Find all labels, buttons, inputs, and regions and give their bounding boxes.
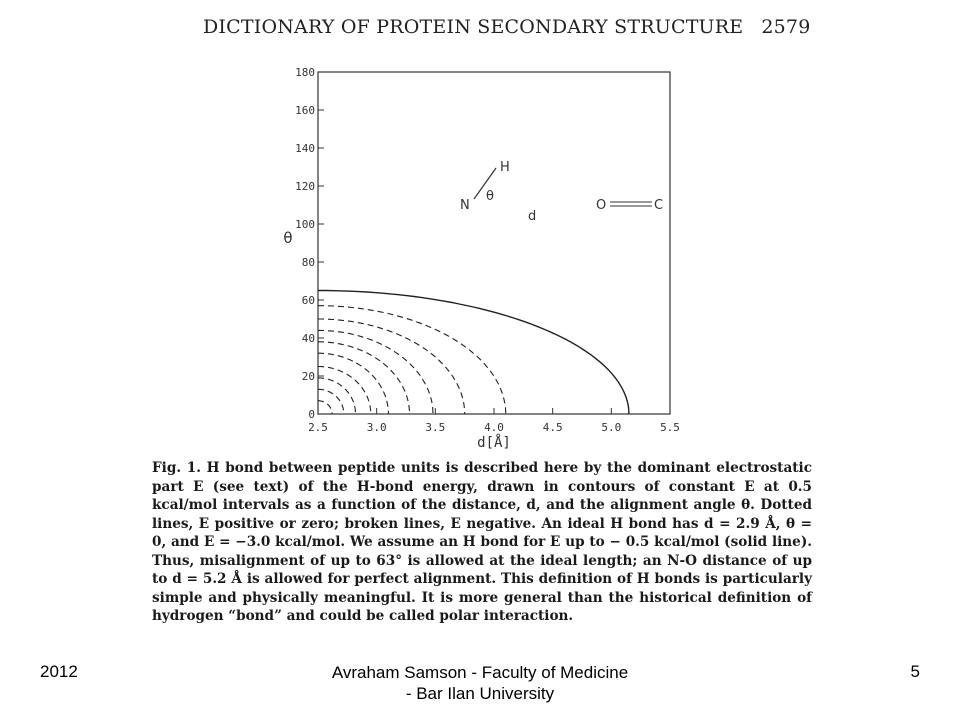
inset-label-h: H <box>500 160 510 175</box>
plot-ticks <box>283 66 680 451</box>
y-tick-label: 160 <box>295 104 315 117</box>
journal-title: DICTIONARY OF PROTEIN SECONDARY STRUCTURE <box>203 16 744 38</box>
contour-lines <box>318 291 629 415</box>
figure-caption: Fig. 1. H bond between peptide units is described here by the dominant electrostatic part E (see text) of the H-bond energy, drawn in contours of constant E at 0.5 kcal/mol intervals as a function of the distance, d, and the alignment angle θ. Dotted lines, E positive or zero; broken lines, E negative. An ideal H bond has d = 2.9 Å, θ = 0, and E = −3.0 kcal/mol. We assume an H bond for E up to − 0.5 kcal/mol (solid line). Thus, misalignment of up to 63° is allowed at the ideal length; an N-O distance of up to d = 5.2 Å is allowed for perfect alignment. This definition of H bonds is particularly simple and physically meaningful. It is more general than the historical definition of hydrogen “bond” and could be called polar interaction. <box>152 460 812 624</box>
plot-axes <box>318 72 670 414</box>
x-tick-label: 4.5 <box>542 421 563 434</box>
page-number: 2579 <box>761 16 811 38</box>
y-tick-label: 140 <box>295 142 315 155</box>
y-tick-label: 20 <box>301 370 315 383</box>
contour-dashed-7 <box>318 378 356 414</box>
inset-label-n: N <box>460 198 470 213</box>
y-tick-label: 0 <box>308 408 315 421</box>
inset-label-o: O <box>596 198 607 213</box>
contour-solid-0 <box>318 291 629 415</box>
x-tick-label: 3.5 <box>425 421 446 434</box>
contour-dashed-2 <box>318 319 465 414</box>
inset-label-theta: θ <box>486 189 494 204</box>
slide-number: 5 <box>910 662 920 681</box>
contour-dashed-6 <box>318 367 371 415</box>
footer-credit: Avraham Samson - Faculty of Medicine - Bar Ilan University <box>331 663 629 703</box>
x-tick-label: 5.5 <box>660 421 680 434</box>
bond-geometry-inset <box>460 160 663 224</box>
plot-frame <box>318 72 670 414</box>
footer-year: 2012 <box>40 662 78 681</box>
contour-dashed-9 <box>318 401 332 414</box>
y-tick-label: 60 <box>301 294 315 307</box>
y-tick-label: 80 <box>301 256 315 269</box>
y-tick-label: 40 <box>301 332 315 345</box>
y-tick-label: 100 <box>295 218 315 231</box>
y-tick-label: 180 <box>295 66 315 79</box>
inset-label-c: C <box>654 198 664 213</box>
y-axis-label: θ <box>283 229 293 247</box>
contour-dashed-1 <box>318 306 506 414</box>
x-tick-label: 5.0 <box>601 421 622 434</box>
x-tick-label: 2.5 <box>308 421 328 434</box>
x-tick-label: 4.0 <box>484 421 504 434</box>
inset-label-d: d <box>528 209 537 224</box>
x-axis-label: d[Å] <box>477 435 511 451</box>
x-tick-label: 3.0 <box>366 421 387 434</box>
y-tick-label: 120 <box>295 180 315 193</box>
